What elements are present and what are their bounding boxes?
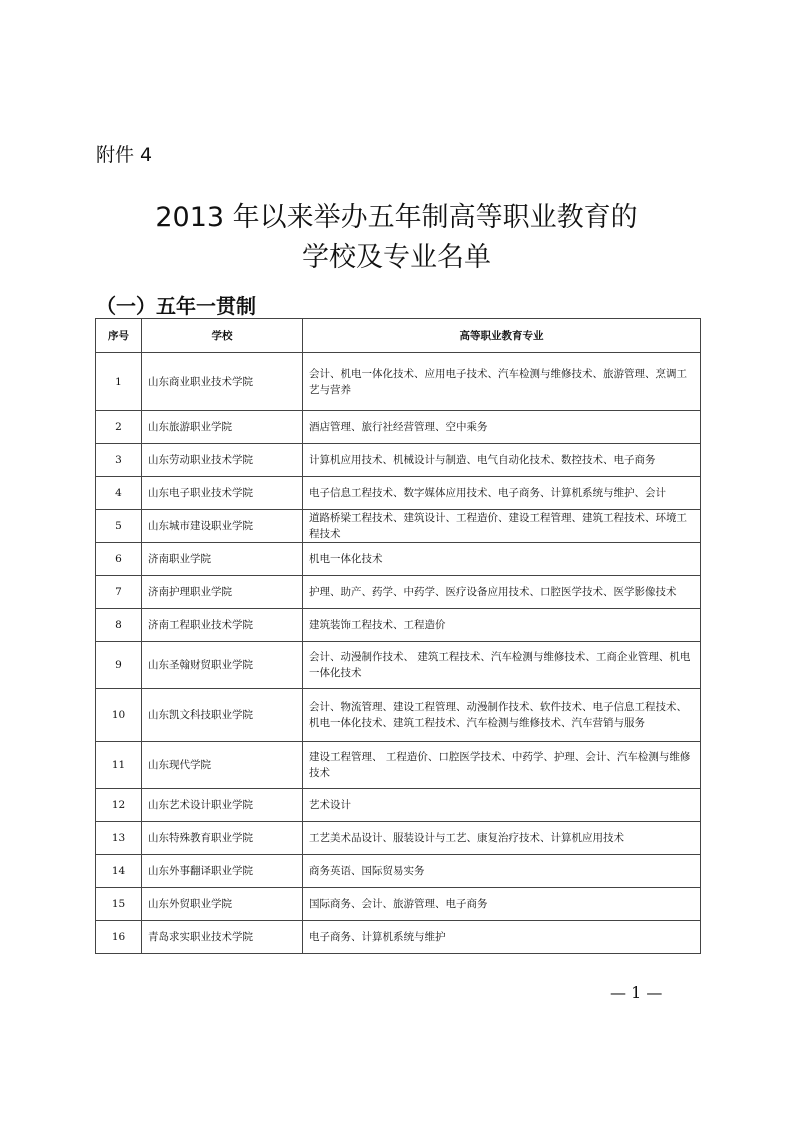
school-majors-table — [95, 318, 701, 954]
table-row — [96, 642, 701, 689]
cell-no: 16 — [96, 921, 142, 954]
cell-school: 山东艺术设计职业学院 — [142, 789, 303, 822]
page-number: — 1 — — [610, 983, 663, 1002]
cell-school: 青岛求实职业技术学院 — [142, 921, 303, 954]
cell-majors: 工艺美术品设计、服装设计与工艺、康复治疗技术、计算机应用技术 — [303, 822, 701, 855]
table-row — [96, 822, 701, 855]
header-no: 序号 — [96, 319, 142, 353]
cell-majors: 道路桥梁工程技术、建筑设计、工程造价、建设工程管理、建筑工程技术、环境工程技术 — [303, 510, 701, 543]
cell-majors: 建设工程管理、 工程造价、口腔医学技术、中药学、护理、会计、汽车检测与维修技术 — [303, 742, 701, 789]
cell-majors: 会计、物流管理、建设工程管理、动漫制作技术、软件技术、电子信息工程技术、机电一体化技术、建筑工程技术、汽车检测与维修技术、汽车营销与服务 — [303, 689, 701, 742]
cell-school: 济南工程职业技术学院 — [142, 609, 303, 642]
table-row — [96, 609, 701, 642]
cell-school: 山东圣翰财贸职业学院 — [142, 642, 303, 689]
cell-no: 14 — [96, 855, 142, 888]
cell-no: 1 — [96, 353, 142, 411]
cell-no: 9 — [96, 642, 142, 689]
cell-school: 山东凯文科技职业学院 — [142, 689, 303, 742]
cell-majors: 电子商务、计算机系统与维护 — [303, 921, 701, 954]
cell-school: 济南护理职业学院 — [142, 576, 303, 609]
cell-no: 6 — [96, 543, 142, 576]
cell-majors: 艺术设计 — [303, 789, 701, 822]
cell-school: 山东电子职业技术学院 — [142, 477, 303, 510]
table-row — [96, 353, 701, 411]
cell-no: 3 — [96, 444, 142, 477]
cell-majors: 电子信息工程技术、数字媒体应用技术、电子商务、计算机系统与维护、会计 — [303, 477, 701, 510]
cell-school: 山东城市建设职业学院 — [142, 510, 303, 543]
table-row — [96, 742, 701, 789]
cell-no: 10 — [96, 689, 142, 742]
cell-majors: 酒店管理、旅行社经营管理、空中乘务 — [303, 411, 701, 444]
cell-school: 山东商业职业技术学院 — [142, 353, 303, 411]
table-row — [96, 855, 701, 888]
cell-majors: 机电一体化技术 — [303, 543, 701, 576]
cell-no: 13 — [96, 822, 142, 855]
cell-majors: 会计、机电一体化技术、应用电子技术、汽车检测与维修技术、旅游管理、烹调工艺与营养 — [303, 353, 701, 411]
cell-no: 2 — [96, 411, 142, 444]
cell-no: 8 — [96, 609, 142, 642]
cell-majors: 计算机应用技术、机械设计与制造、电气自动化技术、数控技术、电子商务 — [303, 444, 701, 477]
cell-school: 山东旅游职业学院 — [142, 411, 303, 444]
cell-no: 7 — [96, 576, 142, 609]
table-row — [96, 543, 701, 576]
table-row — [96, 576, 701, 609]
table-row — [96, 477, 701, 510]
cell-school: 山东现代学院 — [142, 742, 303, 789]
cell-no: 15 — [96, 888, 142, 921]
cell-school: 山东劳动职业技术学院 — [142, 444, 303, 477]
cell-school: 山东外贸职业学院 — [142, 888, 303, 921]
table-row — [96, 411, 701, 444]
cell-no: 5 — [96, 510, 142, 543]
cell-school: 济南职业学院 — [142, 543, 303, 576]
header-school: 学校 — [142, 319, 303, 353]
cell-no: 12 — [96, 789, 142, 822]
table-row — [96, 789, 701, 822]
document-title-line2: 学校及专业名单 — [302, 242, 491, 273]
cell-school: 山东外事翻译职业学院 — [142, 855, 303, 888]
table-row — [96, 444, 701, 477]
cell-majors: 国际商务、会计、旅游管理、电子商务 — [303, 888, 701, 921]
document-title-line1: 2013 年以来举办五年制高等职业教育的 — [155, 202, 638, 233]
cell-no: 11 — [96, 742, 142, 789]
cell-school: 山东特殊教育职业学院 — [142, 822, 303, 855]
section-heading: （一）五年一贯制 — [96, 294, 256, 318]
table-row — [96, 510, 701, 543]
table-row — [96, 921, 701, 954]
cell-majors: 商务英语、国际贸易实务 — [303, 855, 701, 888]
cell-majors: 护理、助产、药学、中药学、医疗设备应用技术、口腔医学技术、医学影像技术 — [303, 576, 701, 609]
attachment-label: 附件 4 — [96, 144, 153, 166]
table-row — [96, 689, 701, 742]
table-header-row — [96, 319, 701, 353]
table-row — [96, 888, 701, 921]
cell-majors: 建筑装饰工程技术、工程造价 — [303, 609, 701, 642]
header-majors: 高等职业教育专业 — [303, 319, 701, 353]
cell-majors: 会计、动漫制作技术、 建筑工程技术、汽车检测与维修技术、工商企业管理、机电一体化技术 — [303, 642, 701, 689]
cell-no: 4 — [96, 477, 142, 510]
